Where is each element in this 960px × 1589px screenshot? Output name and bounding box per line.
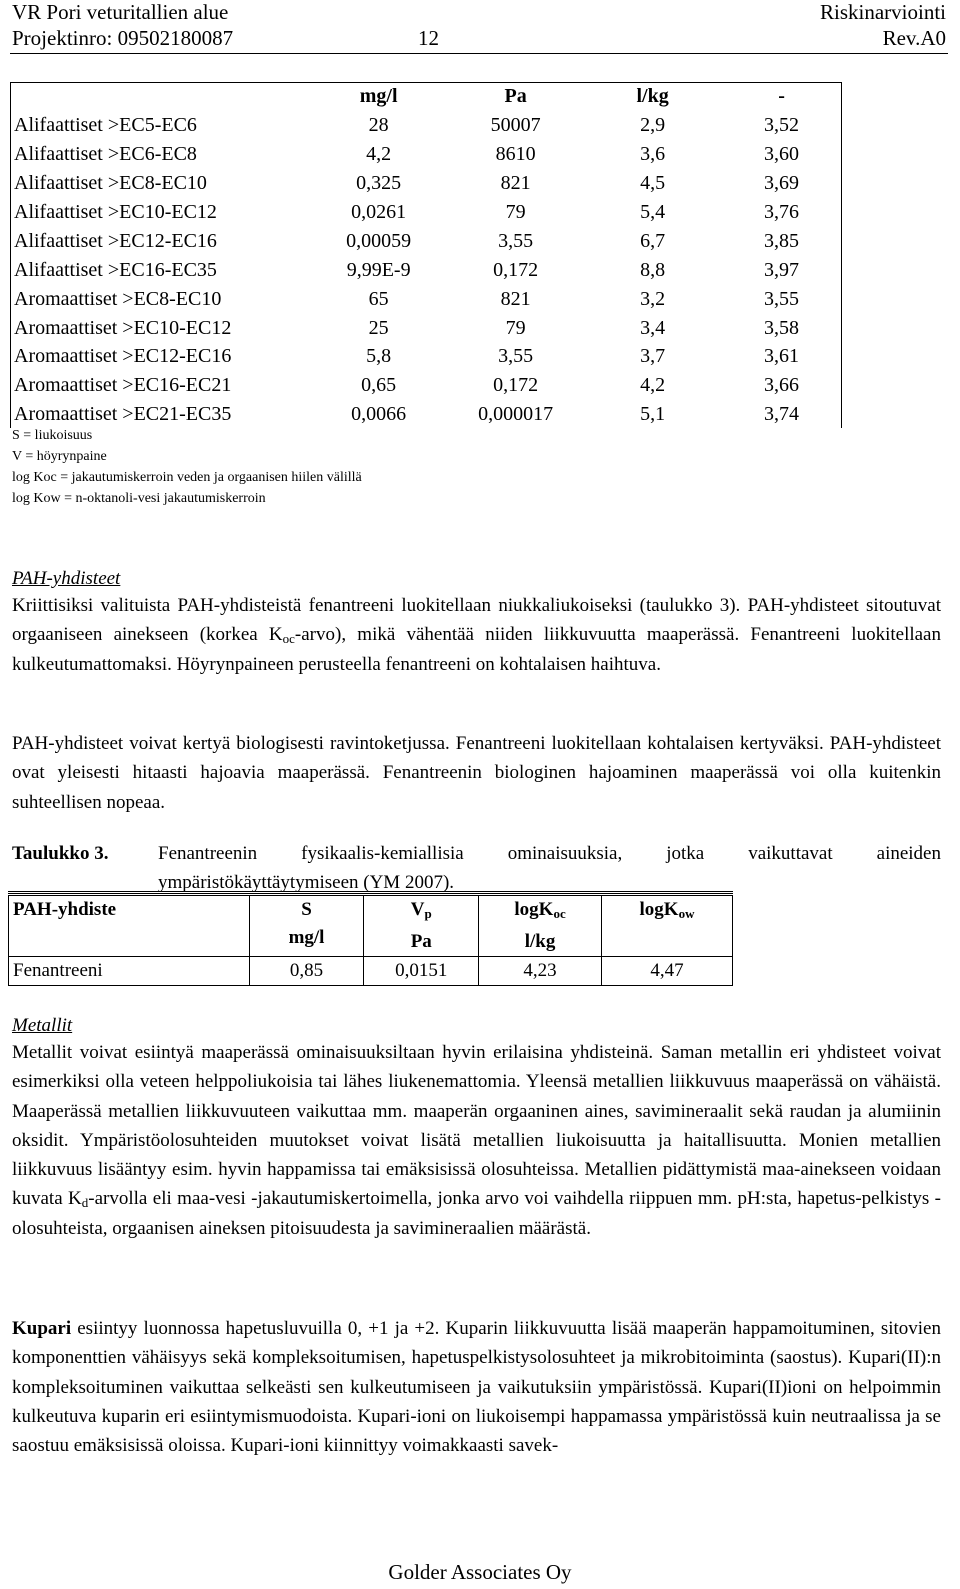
pah-cell-s: 0,85: [249, 957, 364, 986]
pah-header-koc-symbol: [483, 896, 597, 928]
pah-header-koc: [479, 896, 602, 957]
value-cell: 3,61: [764, 345, 800, 368]
pah-paragraph-2: PAH-yhdisteet voivat kertyä biologisesti ravintoketjussa. Fenantreeni luokitellaan kohtalaisen kertyväksi. PAH-yhdisteet ovat yleisesti hitaasti hajoavia maaperässä. Fenantreenin biologinen hajoaminen maaperässä voi olla kuitenkin suhteellisen nopeaa.: [12, 733, 941, 813]
table3-label: Taulukko 3.: [12, 843, 109, 864]
value-cell: 2,9: [640, 114, 666, 137]
value-cell: 6,7: [640, 229, 666, 252]
pah-p1-subscript: oc: [282, 631, 295, 647]
pah-paragraph-1: [12, 591, 941, 679]
value-cell: 5,4: [640, 201, 666, 223]
pah-header-v-symbol: [368, 896, 474, 928]
table-row: [10, 371, 842, 400]
table-row: [10, 255, 842, 284]
value-cell: 3,4: [640, 316, 666, 339]
footer-company: Golder Associates Oy: [388, 1560, 572, 1584]
pah-header-v-main: V: [410, 899, 425, 920]
value-cell: 0,325: [356, 172, 402, 195]
value-cell: 821: [500, 172, 531, 195]
unit-koc: l/kg: [636, 85, 669, 108]
kupari-text: esiintyy luonnossa hapetusluvuilla 0, +1 ja +2. Kuparin liikkuvuutta lisää maaperän happamoituminen, sitovien komponenttien vähäisyys sekä kompleksoitumisen, hapetuspelkistysolosuhteet ja mikrobitoiminta (saostus). Kupari(II):n kompleksoituminen vaikuttaa selkeästi sen kulkeutumiseen ja vaikutuksiin ympäristössä. Kupari(II)ioni on helpoimmin kulkeutuva kuparin eri esiintymismuodoista. Kupari-ioni on liukoisempi happamassa ympäristössä kuin neutraalissa ja se saostuu emäksisissä oloissa. Kupari-ioni kiinnittyy voimakkaasti savek-: [12, 1318, 941, 1457]
value-cell: 79: [505, 201, 526, 223]
metallit-p1-text-b: -arvolla eli maa-vesi -jakautumiskertoimella, jonka arvo voi vaihdella riippuen mm. pH:sta, hapetus-pelkistys -olosuhteista, orgaanisen aineksen pitoisuudesta ja savimineraalien määrästä.: [12, 1188, 941, 1239]
table-row: [10, 169, 842, 198]
value-cell: 3,66: [764, 374, 800, 397]
value-cell: 3,2: [640, 287, 666, 310]
value-cell: 5,8: [366, 345, 392, 368]
table-cell: [10, 82, 310, 111]
value-cell: 25: [368, 316, 389, 339]
row-name-cell: Aromaattiset >EC12-EC16: [14, 345, 232, 368]
value-cell: 3,60: [764, 143, 800, 166]
pah-header-v: [364, 896, 479, 957]
metallit-heading: Metallit: [12, 1015, 73, 1036]
value-cell: 0,00059: [346, 229, 412, 252]
table-row: [10, 111, 842, 140]
row-name-cell: Aromaattiset >EC21-EC35: [14, 403, 232, 426]
page-number: 12: [418, 26, 439, 50]
value-cell: 0,0261: [351, 201, 407, 223]
row-name-cell: Aromaattiset >EC8-EC10: [14, 287, 222, 310]
value-cell: 0,172: [493, 258, 539, 281]
value-cell: 4,2: [640, 374, 666, 397]
table-row: [10, 313, 842, 342]
header-project-name: VR Pori veturitallien alue: [12, 0, 229, 24]
value-cell: 3,69: [764, 172, 800, 195]
value-cell: 4,2: [366, 143, 392, 166]
pah-heading: PAH-yhdisteet: [12, 568, 121, 589]
legend-s: S = liukoisuus: [12, 428, 93, 443]
header-divider: [10, 53, 948, 54]
header-project-number: Projektinro: 09502180087: [12, 26, 234, 50]
metallit-p1-subscript: d: [81, 1195, 89, 1211]
table-row: [10, 400, 842, 429]
pah-cell-v: 0,0151: [364, 957, 479, 986]
value-cell: 3,55: [498, 345, 534, 368]
pah-header-kow: [601, 896, 732, 957]
row-name-cell: Alifaattiset >EC12-EC16: [14, 229, 217, 252]
value-cell: 0,000017: [478, 403, 554, 426]
value-cell: 4,5: [640, 172, 666, 195]
kupari-label: Kupari: [12, 1318, 72, 1339]
row-name-cell: Alifaattiset >EC5-EC6: [14, 114, 197, 137]
value-cell: 3,55: [764, 287, 800, 310]
kupari-paragraph: [12, 1314, 941, 1460]
pah-header-v-unit: Pa: [410, 931, 432, 952]
value-cell: 821: [500, 287, 531, 310]
metallit-p1-text-a: Metallit voivat esiintyä maaperässä ominaisuuksiltaan hyvin erilaisina yhdisteinä. Saman metallin eri yhdisteet voivat esimerkiksi olla veteen helppoliukoisia tai lähes liukenemattomia. Yleensä metallien liikkuvuus maaperässä on vähäistä. Maaperässä metallien liikkuvuuteen vaikuttaa mm. maaperän orgaaninen aines, savimineraalit sekä raudan ja alumiinin oksidit. Ympäristöolosuhteiden muutokset voivat lisätä metallien liukoisuutta ja haitallisuutta. Monien metallien liikkuvuus lisääntyy esim. hyvin happamissa tai emäksisissä olosuhteissa. Metallien pidättymistä maa-ainekseen voidaan kuvata K: [12, 1042, 941, 1210]
table-row: [10, 342, 842, 371]
table-row: [10, 284, 842, 313]
table-row: [10, 198, 842, 227]
pah-header-v-sub: p: [424, 906, 432, 921]
row-name-cell: Aromaattiset >EC10-EC12: [14, 316, 232, 339]
value-cell: 28: [368, 114, 389, 137]
value-cell: 3,58: [764, 316, 800, 339]
pah-header-kow-sub: ow: [678, 906, 695, 921]
legend-koc: log Koc = jakautumiskerroin veden ja orgaanisen hiilen välillä: [12, 470, 362, 485]
pah-table-top-rule: [8, 891, 733, 894]
pah-header-koc-unit: l/kg: [524, 931, 556, 952]
pah-cell-koc: 4,23: [479, 957, 602, 986]
value-cell: 9,99E-9: [346, 258, 411, 281]
value-cell: 3,97: [764, 258, 800, 281]
pah-header-s-symbol: S: [301, 899, 312, 920]
value-cell: 8,8: [640, 258, 666, 281]
header-revision: Rev.A0: [882, 26, 946, 50]
metallit-paragraph-1: [12, 1038, 941, 1243]
pah-cell-name: Fenantreeni: [9, 957, 250, 986]
pah-header-koc-main: logK: [514, 899, 554, 920]
value-cell: 0,0066: [351, 403, 407, 426]
row-name-cell: Alifaattiset >EC16-EC35: [14, 258, 217, 281]
legend-v: V = höyrynpaine: [12, 449, 107, 464]
pah-properties-table: [8, 895, 733, 986]
pah-table-row: [9, 957, 733, 986]
table-units-row: [10, 82, 842, 111]
value-cell: 3,52: [764, 114, 800, 137]
pah-header-s-unit: mg/l: [288, 927, 325, 948]
value-cell: 3,7: [640, 345, 666, 368]
value-cell: 3,6: [640, 143, 666, 166]
hydrocarbon-properties-table: [10, 82, 842, 429]
header-document-type: Riskinarviointi: [820, 0, 946, 24]
value-cell: 8610: [495, 143, 536, 166]
pah-header-s: [249, 896, 364, 957]
pah-header-name: PAH-yhdiste: [9, 896, 250, 957]
table-row: [10, 226, 842, 255]
value-cell: 3,74: [764, 403, 800, 426]
pah-cell-kow: 4,47: [601, 957, 732, 986]
value-cell: 3,55: [498, 229, 534, 252]
pah-table-header-row: [9, 896, 733, 957]
value-cell: 3,76: [764, 201, 800, 223]
table-row: [10, 140, 842, 169]
unit-kow: -: [778, 85, 785, 108]
legend-kow: log Kow = n-oktanoli-vesi jakautumiskerroin: [12, 491, 266, 506]
pah-header-kow-main: logK: [639, 899, 679, 920]
value-cell: 65: [368, 287, 389, 310]
value-cell: 0,172: [493, 374, 539, 397]
pah-p1-text-b: -arvo), mikä vähentää niiden liikkuvuutta maaperässä. Fenantreeni luokitellaan kulkeutumattomaksi. Höyrynpaineen perusteella fenantreeni on kohtalaisen haihtuva.: [12, 624, 941, 675]
pah-p1-text-a: Kriittisiksi valituista PAH-yhdisteistä fenantreeni luokitellaan niukkaliukoiseksi (taulukko 3). PAH-yhdisteet sitoutuvat orgaaniseen ainekseen (korkea K: [12, 595, 941, 646]
unit-s: mg/l: [359, 85, 398, 108]
value-cell: 5,1: [640, 403, 666, 426]
value-cell: 0,65: [361, 374, 397, 397]
table3-caption: [12, 839, 941, 899]
value-cell: 50007: [490, 114, 541, 137]
pah-header-kow-symbol: [606, 896, 728, 928]
unit-v: Pa: [504, 85, 527, 108]
row-name-cell: Alifaattiset >EC10-EC12: [14, 201, 217, 223]
table3-caption-text: Fenantreenin fysikaalis-kemiallisia ominaisuuksia, jotka vaikuttavat aineiden ympäristökäyttäytymiseen (YM 2007).: [158, 843, 941, 893]
value-cell: 79: [505, 316, 526, 339]
row-name-cell: Alifaattiset >EC8-EC10: [14, 172, 207, 195]
value-cell: 3,85: [764, 229, 800, 252]
row-name-cell: Aromaattiset >EC16-EC21: [14, 374, 232, 397]
row-name-cell: Alifaattiset >EC6-EC8: [14, 143, 197, 166]
pah-header-koc-sub: oc: [553, 906, 566, 921]
